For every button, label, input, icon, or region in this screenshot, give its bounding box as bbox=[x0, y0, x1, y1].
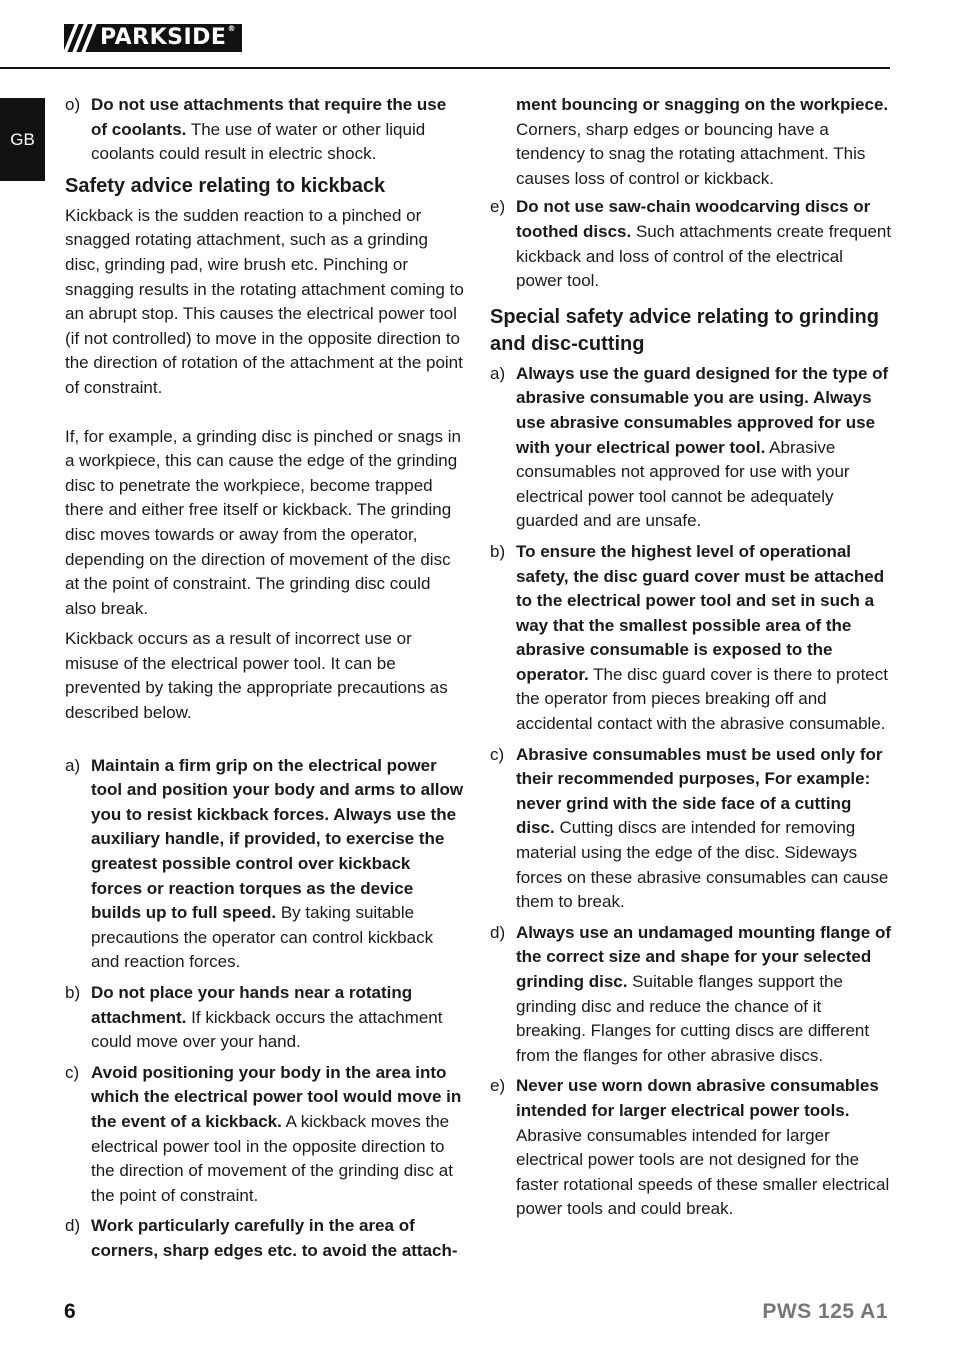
item-label: d) bbox=[490, 922, 506, 942]
item-label: c) bbox=[490, 744, 505, 764]
item-plain-text: Corners, sharp edges or bouncing have a tendency to snag the rotating attachment. This causes loss of control or kickback. bbox=[516, 119, 866, 188]
item-bold-text: Do not use attachments that require the use of coolants. bbox=[91, 95, 447, 139]
grinding-item-c bbox=[490, 743, 892, 915]
item-bold-text: To ensure the highest level of operational safety, the disc guard cover must be attached to the electrical power tool and set in such a way that the smallest possible area of the abrasive consumable is exposed to the operator. bbox=[516, 541, 885, 684]
item-label: b) bbox=[490, 541, 506, 561]
page-number: 6 bbox=[64, 1300, 76, 1323]
item-text bbox=[516, 540, 892, 737]
item-plain-text: Abrasive consumables intended for larger electrical power tools are not designed for the faster rotational speeds of these smaller electrical power tools and could break. bbox=[516, 1125, 890, 1219]
item-text bbox=[91, 93, 465, 167]
item-label: c) bbox=[65, 1062, 80, 1082]
list-item-o bbox=[65, 93, 465, 167]
item-bold-text: Never use worn down abrasive consumables intended for larger electrical power tools. bbox=[516, 1076, 879, 1120]
item-label: a) bbox=[490, 363, 506, 383]
grinding-item-e bbox=[490, 1074, 892, 1222]
logo-stripes-icon bbox=[64, 24, 98, 52]
item-text bbox=[91, 754, 465, 975]
item-label: b) bbox=[65, 983, 81, 1002]
item-label: a) bbox=[65, 755, 81, 775]
item-label: d) bbox=[65, 1216, 81, 1236]
list-item-d bbox=[65, 1214, 465, 1263]
item-plain-text: The use of water or other liquid coolants could result in electric shock. bbox=[91, 119, 426, 164]
item-text bbox=[91, 1061, 465, 1209]
left-column bbox=[65, 93, 465, 1270]
item-text bbox=[516, 362, 892, 534]
item-plain-text: Such attachments create frequent kickback and loss of control of the electrical power tool. bbox=[516, 221, 892, 291]
grinding-item-a bbox=[490, 362, 892, 534]
parkside-logo bbox=[64, 24, 242, 52]
grinding-item-b bbox=[490, 540, 892, 737]
list-item-a bbox=[65, 754, 465, 975]
item-text bbox=[516, 195, 892, 293]
model-number: PWS 125 A1 bbox=[762, 1300, 888, 1323]
item-text bbox=[516, 743, 892, 915]
logo-wordmark bbox=[98, 24, 242, 52]
item-plain-text: Suitable flanges support the grinding disc and reduce the chance of it breaking. Flanges for cutting discs are different from the flanges for other abrasive discs. bbox=[516, 972, 870, 1065]
item-plain-text: Abrasive consumables not approved for use with your electrical power tool cannot be adequately guarded and are unsafe. bbox=[516, 437, 850, 531]
grinding-item-d bbox=[490, 921, 892, 1069]
list-item-e bbox=[490, 195, 892, 293]
item-label: e) bbox=[490, 1076, 506, 1096]
language-tab-label: GB bbox=[10, 129, 35, 149]
item-plain-text: By taking suitable precautions the operator can control kickback and reaction forces. bbox=[91, 903, 434, 972]
item-bold-text: Do not place your hands near a rotating attachment. bbox=[91, 983, 413, 1027]
item-plain-text: Cutting discs are intended for removing material using the edge of the disc. Sideways forces on these abrasive consumables can cause them to break. bbox=[516, 818, 889, 912]
item-label: e) bbox=[490, 197, 506, 217]
kickback-paragraph-2: If, for example, a grinding disc is pinched or snags in a workpiece, this can cause the edge of the grinding disc to penetrate the workpiece, become trapped there and either free itself or kickback. The grinding disc moves towards or away from the operator, depending on the direction of movement of the disc at the point of constraint. The grinding disc could also break. bbox=[65, 426, 461, 618]
item-bold-text: Avoid positioning your body in the area into which the electrical power tool would move in the event of a kickback. bbox=[91, 1062, 462, 1131]
registered-mark: ® bbox=[227, 24, 236, 33]
item-text bbox=[516, 1074, 892, 1222]
kickback-paragraph-3: Kickback occurs as a result of incorrect use or misuse of the electrical power tool. It can be prevented by taking the appropriate precautions as described below. bbox=[65, 629, 448, 723]
kickback-paragraph-1: Kickback is the sudden reaction to a pinched or snagged rotating attachment, such as a grinding disc, grinding pad, wire brush etc. Pinching or snagging results in the rotating attachment coming to an abrupt stop. This causes the electrical power tool (if not controlled) to move in the opposite direction to the direction of rotation of the attachment at the point of constraint. bbox=[65, 205, 464, 397]
kickback-heading: Safety advice relating to kickback bbox=[65, 174, 386, 197]
item-plain-text: A kickback moves the electrical power tool in the opposite direction to the direction of movement of the grinding disc at the point of constraint. bbox=[91, 1111, 453, 1205]
item-bold-text: Do not use saw-chain woodcarving discs or toothed discs. bbox=[516, 197, 871, 241]
right-column bbox=[490, 93, 892, 1228]
item-bold-text: Always use the guard designed for the type of abrasive consumable you are using. Always use abrasive consumables approved for use with your electrical power tool. bbox=[516, 363, 889, 457]
item-plain-text: The disc guard cover is there to protect the operator from pieces breaking off and accidental contact with the abrasive consumable. bbox=[516, 664, 888, 734]
list-item-c bbox=[65, 1061, 465, 1209]
list-item-b bbox=[65, 981, 465, 1055]
item-bold-text: Work particularly carefully in the area of corners, sharp edges etc. to avoid the attach- bbox=[91, 1216, 458, 1260]
header-rule bbox=[0, 67, 890, 69]
item-plain-text: If kickback occurs the attachment could move over your hand. bbox=[91, 1007, 443, 1052]
item-bold-text: Always use an undamaged mounting flange of the correct size and shape for your selected grinding disc. bbox=[516, 922, 891, 991]
item-text bbox=[91, 981, 465, 1055]
list-item-d-continued bbox=[490, 93, 892, 191]
item-text bbox=[91, 1214, 465, 1263]
brand-name: PARKSIDE bbox=[100, 25, 227, 50]
item-bold-text: Abrasive consumables must be used only for their recommended purposes, For example: never grind with the side face of a cutting disc. bbox=[516, 744, 883, 838]
special-safety-heading: Special safety advice relating to grinding and disc-cutting bbox=[490, 305, 879, 355]
language-tab bbox=[0, 98, 45, 181]
item-bold-text: ment bouncing or snagging on the workpiece. bbox=[516, 95, 889, 114]
item-label: o) bbox=[65, 95, 81, 114]
item-bold-text: Maintain a firm grip on the electrical power tool and position your body and arms to allow you to resist kickback forces. Always use the auxiliary handle, if provided, to exercise the greatest possible control over kickback forces or reaction torques as the device builds up to full speed. bbox=[91, 755, 464, 923]
item-text bbox=[516, 921, 892, 1069]
